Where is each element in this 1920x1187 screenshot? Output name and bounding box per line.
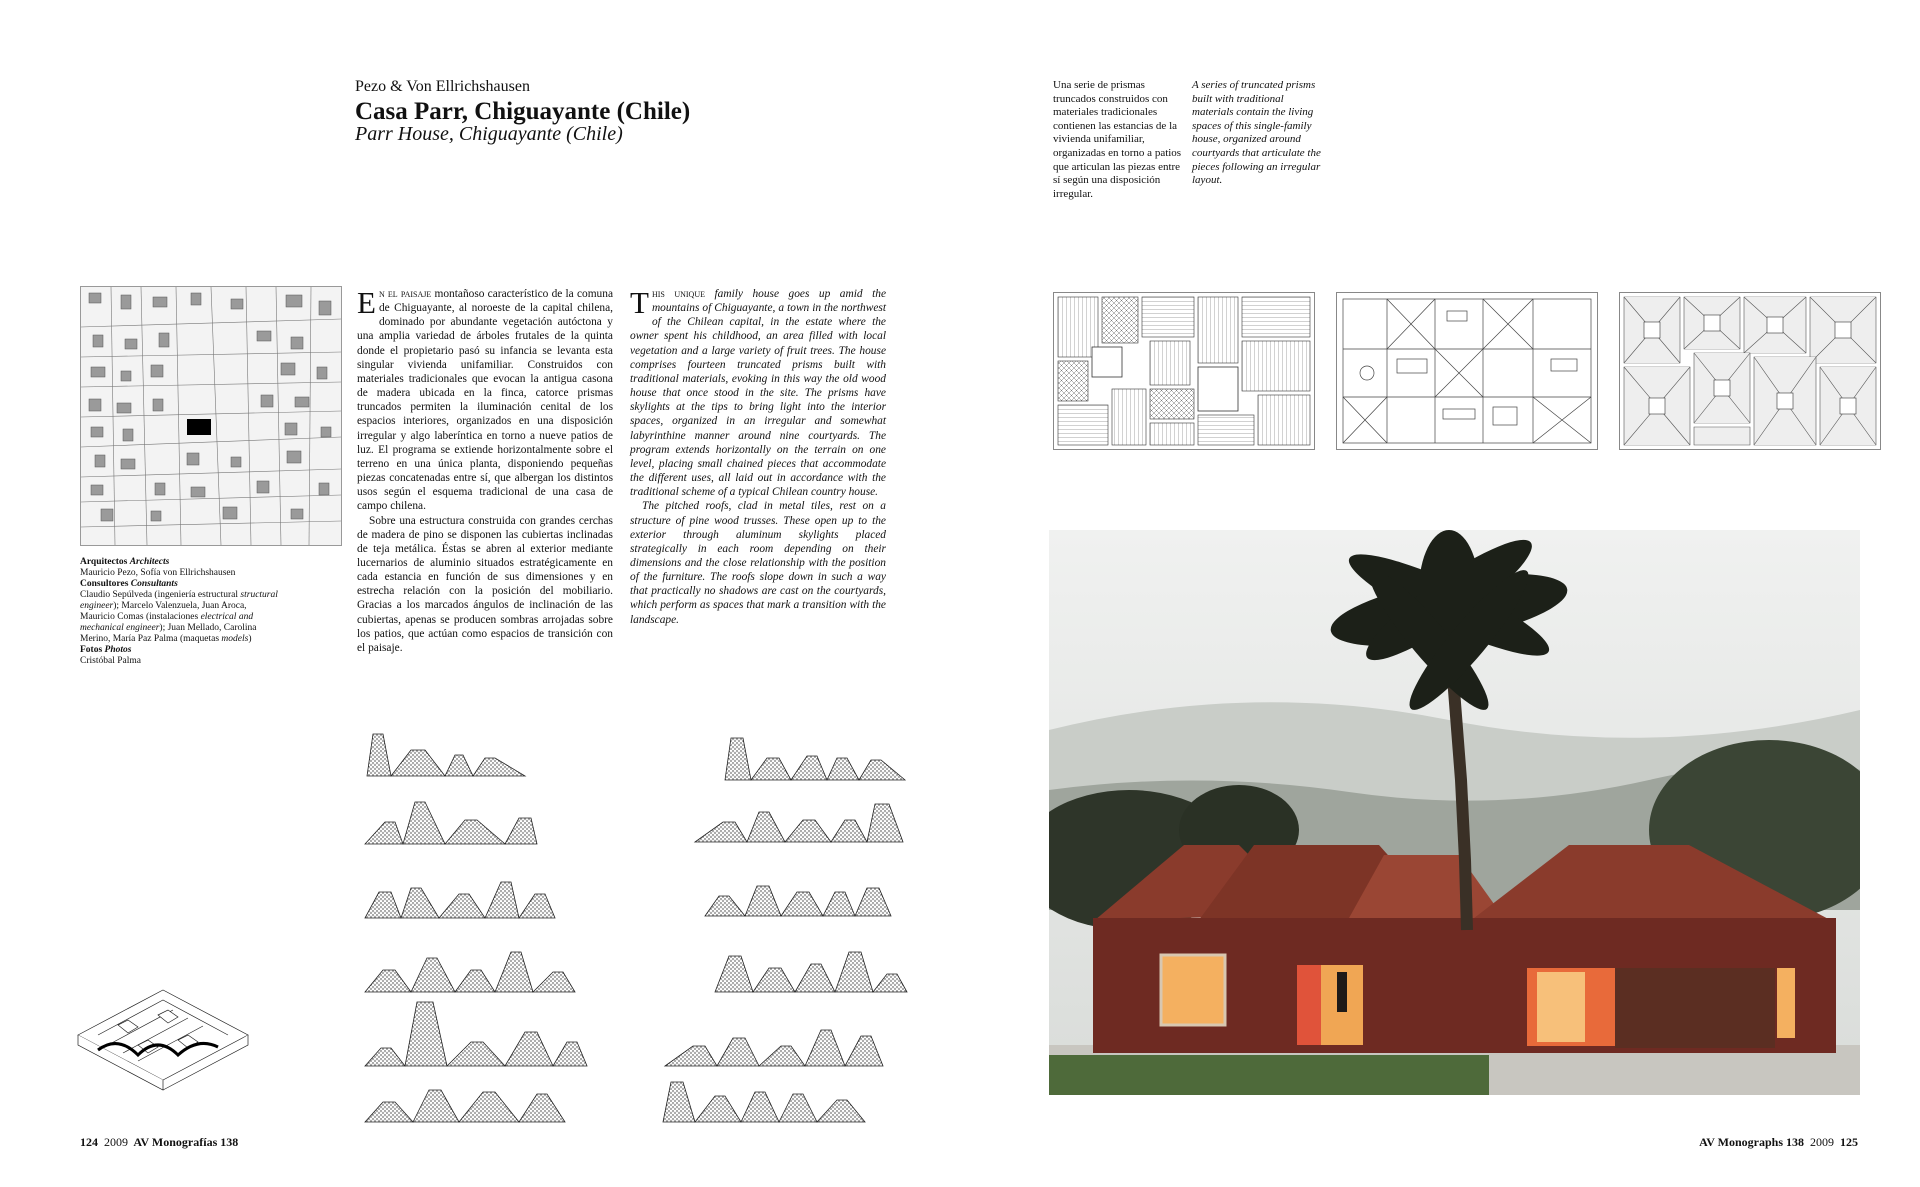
floor-plan — [1336, 292, 1598, 450]
house-photograph — [1049, 530, 1860, 1095]
footer-right — [1699, 1135, 1858, 1150]
drop-cap-en: T — [630, 285, 649, 320]
architects-names: Mauricio Pezo, Sofía von Ellrichshausen — [80, 568, 236, 578]
magazine-name-left: AV Monografías 138 — [133, 1135, 239, 1149]
isometric-drawing — [68, 975, 258, 1095]
consultants-label-en: Consultants — [130, 579, 178, 589]
body-text-spanish: En el paisaje montañoso característico de la comuna de Chiguayante, al noroeste de la capital chilena, dominado por abundante vegetación autóctona y una amplia variedad de árboles frutales de la quinta donde el propietario pasó su infancia se levanta esta singular vivienda unifamiliar. Construidos con materiales tradicionales que evocan la antigua casona de madera ubicada en la finca, catorce prismas truncados permiten la iluminación cenital de los espacios interiores, organizados en una disposición irregular y algo laberíntica en torno a nueve patios de luz. El programa se extiende horizontalmente sobre el terreno en una única planta, disponiendo pequeñas piezas concatenadas entre sí, que albergan los distintos usos según el esquema tradicional de una casa de campo chilena. Sobre una estructura construida con grandes cerchas de madera de pino se disponen las cubiertas inclinadas de teja metálica. Éstas se abren al exterior mediante lucernarios de aluminio situados estratégicamente en cada estancia en función de sus dimensiones y en estrecha relación con la posición del mobiliario. Gracias a los marcados ángulos de inclinación de las cubiertas, apenas se producen sombras arrojadas sobre los patios, que actúan como espacios de transición con el paisaje. — [357, 285, 613, 654]
roof-hatch-plan — [1053, 292, 1315, 450]
photographer-name: Cristóbal Palma — [80, 656, 141, 666]
paragraph-en-2: The pitched roofs, clad in metal tiles, rest on a structure of pine wood trusses. These open up to the exterior through aluminum skylights placed strategically in each room depending on their dimensions and the close relationship with the position of the furniture. The roofs slope down in such a way that practically no shadows are cast on the courtyards, which perform as spaces that mark a transition with the landscape. — [630, 500, 886, 626]
photos-label: Fotos — [80, 645, 103, 655]
site-plan-map — [80, 286, 342, 546]
magazine-name-right: AV Monographs 138 — [1699, 1135, 1804, 1149]
page-number-right: 125 — [1840, 1135, 1858, 1149]
project-credits — [80, 557, 280, 667]
photos-label-en: Photos — [104, 645, 132, 655]
year-left: 2009 — [104, 1135, 128, 1149]
footer-left — [80, 1135, 238, 1150]
year-right: 2009 — [1810, 1135, 1834, 1149]
project-title: Casa Parr, Chiguayante (Chile) — [355, 98, 691, 125]
caption-spanish: Una serie de prismas truncados construidos con materiales tradicionales contienen las estancias de la vivienda unifamiliar, organizadas en torno a patios que articulan las piezas entre sí según una disposición irregular. — [1053, 79, 1182, 200]
consultants-names: Claudio Sepúlveda (ingeniería estructural structural engineer); Marcelo Valenzuela, Juan Aroca, Mauricio Comas (instalaciones electrical and mechanical engineer); Juan Mellado, Carolina Merino, María Paz Palma (maquetas models) — [80, 590, 278, 644]
elevation-drawings — [355, 730, 935, 1130]
paragraph-es-2: Sobre una estructura construida con grandes cerchas de madera de pino se disponen las cubiertas inclinadas de teja metálica. Éstas se abren al exterior mediante lucernarios de aluminio situados estratégicamente en cada estancia en función de sus dimensiones y en estrecha relación con la posición del mobiliario. Gracias a los marcados ángulos de inclinación de las cubiertas, apenas se producen sombras arrojadas sobre los patios, que actúan como espacios de transición con el paisaje. — [357, 514, 613, 654]
consultants-label: Consultores — [80, 579, 129, 589]
caption-english: A series of truncated prisms built with traditional materials contain the living spaces of this single-family house, organized around courtyards that articulate the pieces following an irregular layout. — [1192, 79, 1321, 187]
architects-label: Arquitectos — [80, 557, 128, 567]
author-name: Pezo & Von Ellrichshausen — [355, 78, 530, 95]
roof-plan — [1619, 292, 1881, 450]
page-number-left: 124 — [80, 1135, 98, 1149]
drop-cap-es: E — [357, 285, 376, 320]
project-subtitle: Parr House, Chiguayante (Chile) — [355, 123, 623, 145]
architects-label-en: Architects — [129, 557, 170, 567]
body-text-english: This unique family house goes up amid the mountains of Chiguayante, a town in the northwest of the Chilean capital, in the estate where the owner spent his childhood, an area filled with local vegetation and a large variety of fruit trees. The house comprises fourteen truncated prisms built with traditional materials, evoking in this way the old wood house that once stood in the site. The prisms have skylights at the tips to bring light into the interior spaces, organized in an irregular and somewhat labyrinthine manner around nine courtyards. The program extends horizontally on the terrain on one level, placing small chained pieces that accommodate the different uses, all laid out in accordance with the traditional scheme of a typical Chilean country house. The pitched roofs, clad in metal tiles, rest on a structure of pine wood trusses. These open up to the exterior through aluminum skylights placed strategically in each room depending on their dimensions and the close relationship with the position of the furniture. The roofs slope down in such a way that practically no shadows are cast on the courtyards, which perform as spaces that mark a transition with the landscape. — [630, 285, 886, 626]
